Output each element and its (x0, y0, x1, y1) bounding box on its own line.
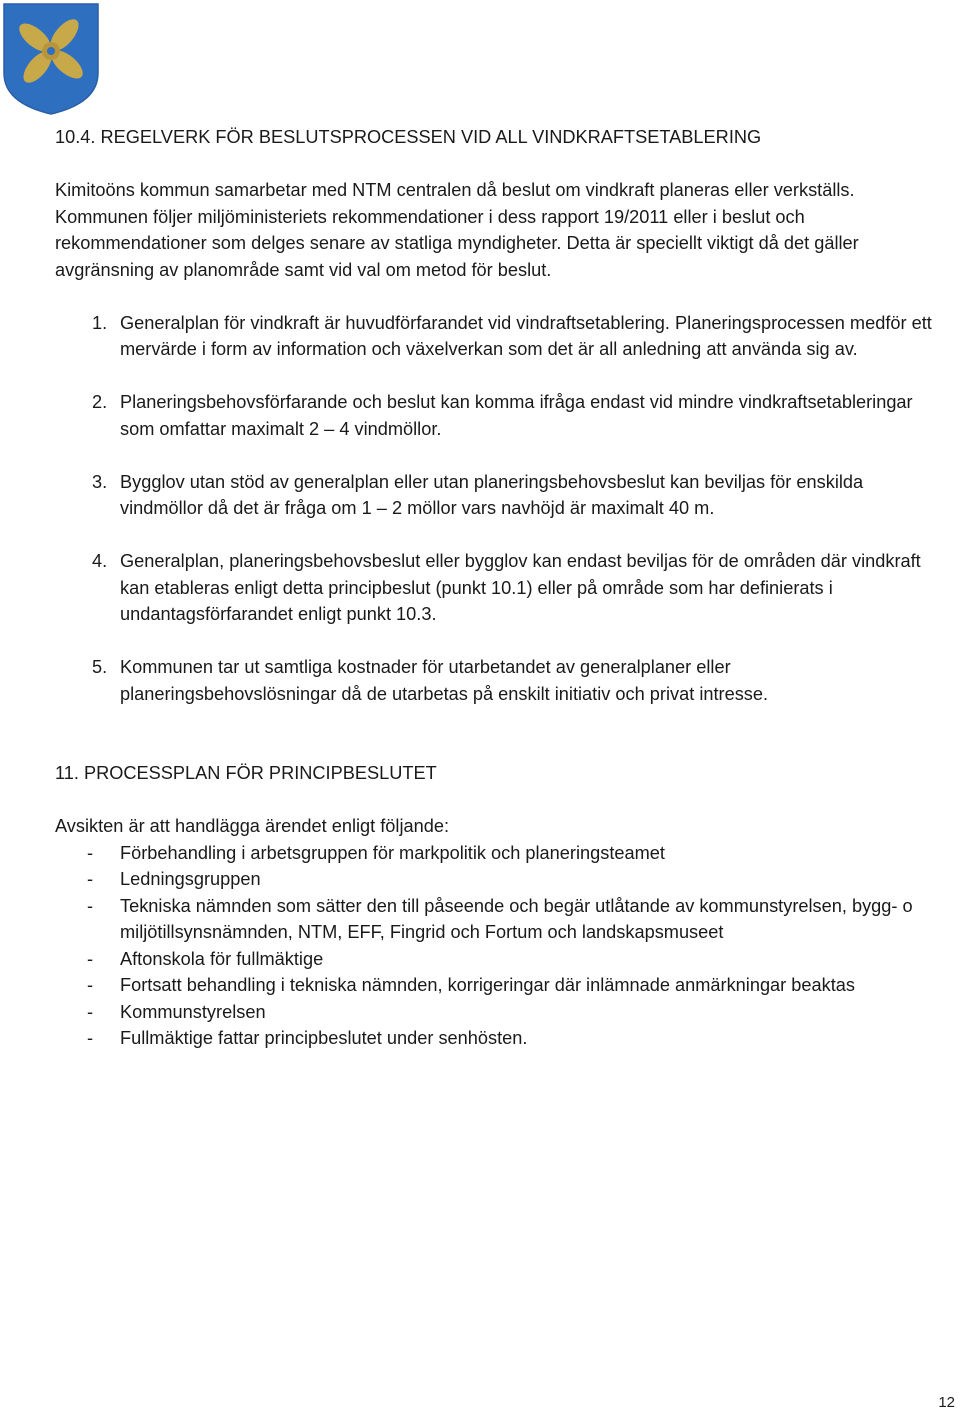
rules-list (55, 310, 935, 708)
list-item (55, 972, 935, 999)
list-item-text: Generalplan, planeringsbehovsbeslut eller bygglov kan endast beviljas för de områden där vindkraft kan etableras enligt detta principbeslut (punkt 10.1) eller på område som har definierats i undantagsförfarandet enligt punkt 10.3. (120, 551, 921, 624)
list-item (55, 893, 935, 946)
list-item-text: Planeringsbehovsförfarande och beslut kan komma ifråga endast vid mindre vindkraftsetableringar som omfattar maximalt 2 – 4 vindmöllor. (120, 392, 913, 439)
list-item-text: Kommunen tar ut samtliga kostnader för utarbetandet av generalplaner eller planeringsbehovslösningar då de utarbetas på enskilt initiativ och privat intresse. (120, 657, 769, 704)
list-item-number: 5. (92, 657, 108, 677)
list-item (55, 469, 935, 522)
list-item-text: Kommunstyrelsen (120, 1001, 266, 1022)
section-10-4-heading: 10.4. REGELVERK FÖR BESLUTSPROCESSEN VID ALL VINDKRAFTSETABLERING (55, 127, 762, 147)
list-dash: - (87, 895, 94, 916)
list-item-number: 3. (92, 471, 108, 492)
list-item-text: Aftonskola för fullmäktige (120, 948, 324, 969)
page-number: 12 (938, 1394, 955, 1411)
list-dash: - (87, 869, 94, 889)
list-item-number: 2. (92, 392, 108, 412)
list-item-text: Fullmäktige fattar principbeslutet under senhösten. (120, 1028, 528, 1048)
list-item (55, 654, 935, 707)
section-11-heading: 11. PROCESSPLAN FÖR PRINCIPBESLUTET (55, 763, 437, 783)
list-item-text: Bygglov utan stöd av generalplan eller utan planeringsbehovsbeslut kan beviljas för enskilda vindmöllor då det är fråga om 1 – 2 möllor vars navhöjd är maximalt 40 m. (120, 471, 864, 518)
section-11-intro: Avsikten är att handlägga ärendet enligt följande: (55, 816, 450, 836)
list-item-text: Generalplan för vindkraft är huvudförfarandet vid vindraftsetablering. Planeringsprocessen medför ett mervärde i form av information och växelverkan som det är all anledning att använda sig av. (120, 312, 932, 359)
list-item-number: 4. (92, 551, 108, 571)
list-dash: - (87, 975, 94, 995)
list-dash: - (87, 842, 94, 863)
list-dash: - (87, 1028, 94, 1048)
list-dash: - (87, 1001, 94, 1022)
list-item (55, 999, 935, 1026)
list-item-text: Fortsatt behandling i tekniska nämnden, korrigeringar där inlämnade anmärkningar beaktas (120, 975, 855, 995)
list-item-text: Förbehandling i arbetsgruppen för markpolitik och planeringsteamet (120, 842, 665, 863)
list-item (55, 310, 935, 363)
list-item (55, 389, 935, 442)
list-item (55, 866, 935, 893)
section-10-4-intro: Kimitoöns kommun samarbetar med NTM centralen då beslut om vindkraft planeras eller verkställs. Kommunen följer miljöministeriets rekommendationer i dess rapport 19/2011 eller i beslut och rekommendationer som delges senare av statliga myndigheter. Detta är speciellt viktigt då det gäller avgränsning av planområde samt vid val om metod för beslut. (55, 180, 859, 280)
list-item-text: Ledningsgruppen (120, 869, 261, 889)
coat-of-arms-icon (3, 3, 99, 115)
process-steps-list (55, 840, 935, 1052)
list-item-number: 1. (92, 312, 108, 333)
list-item (55, 548, 935, 628)
page-content (55, 124, 935, 1052)
list-dash: - (87, 948, 94, 969)
list-item (55, 840, 935, 867)
list-item-text: Tekniska nämnden som sätter den till påseende och begär utlåtande av kommunstyrelsen, bygg- o miljötillsynsnämnden, NTM, EFF, Fingrid och Fortum och landskapsmuseet (120, 895, 913, 942)
list-item (55, 946, 935, 973)
list-item (55, 1025, 935, 1052)
